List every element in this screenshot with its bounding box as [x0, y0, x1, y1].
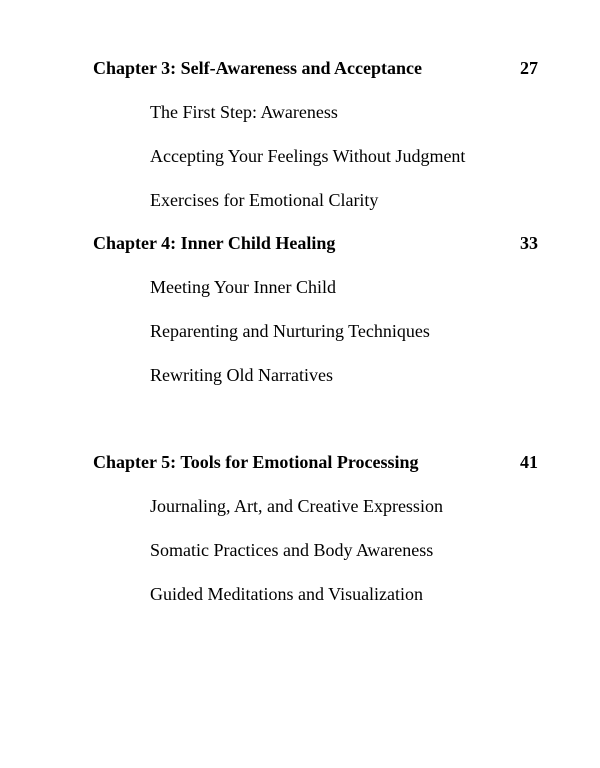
- toc-chapter-4: [93, 231, 538, 255]
- toc-section: Reparenting and Nurturing Techniques: [150, 321, 430, 341]
- toc-chapter-5: [93, 450, 538, 474]
- toc-section: The First Step: Awareness: [150, 102, 338, 122]
- chapter-page-number: 41: [520, 452, 538, 472]
- toc-section: Exercises for Emotional Clarity: [150, 190, 379, 210]
- toc-section: Meeting Your Inner Child: [150, 277, 336, 297]
- chapter-title: Chapter 5: Tools for Emotional Processing: [93, 452, 419, 472]
- toc-section: Journaling, Art, and Creative Expression: [150, 496, 443, 516]
- chapter-title: Chapter 4: Inner Child Healing: [93, 233, 336, 253]
- chapter-page-number: 33: [520, 233, 538, 253]
- chapter-page-number: 27: [520, 58, 538, 78]
- toc-section: Guided Meditations and Visualization: [150, 584, 424, 604]
- toc-chapter-3: [93, 56, 538, 80]
- chapter-title: Chapter 3: Self-Awareness and Acceptance: [93, 58, 422, 78]
- toc-section: Rewriting Old Narratives: [150, 365, 333, 385]
- toc-section: Somatic Practices and Body Awareness: [150, 540, 434, 560]
- toc-section: Accepting Your Feelings Without Judgment: [150, 146, 466, 166]
